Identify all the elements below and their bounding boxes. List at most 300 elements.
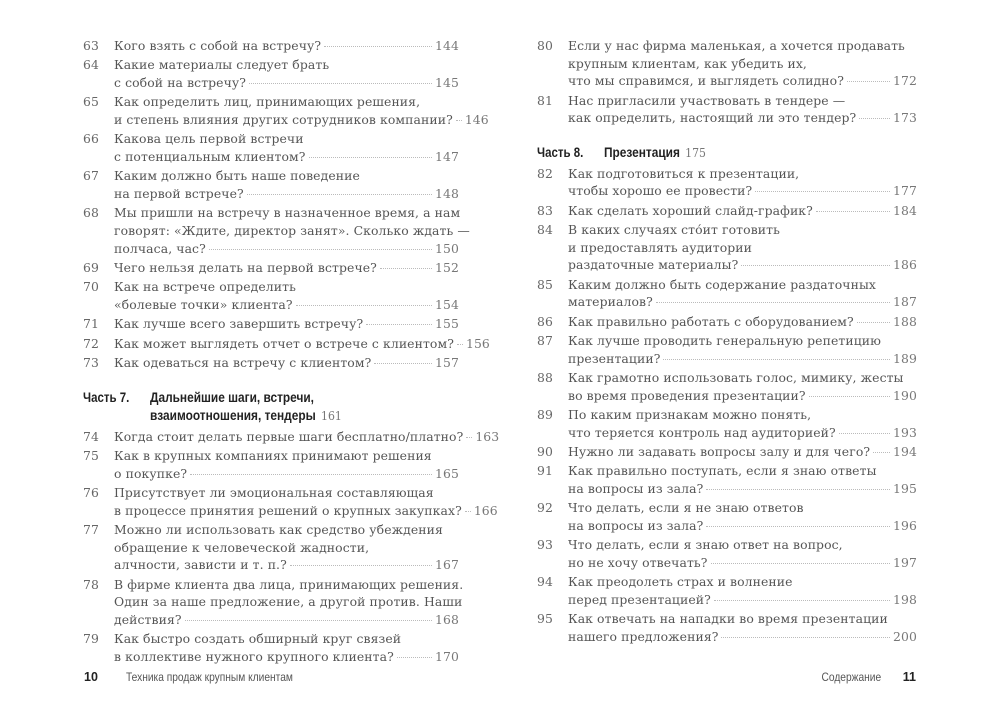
entry-number: 83 — [537, 202, 553, 218]
entry-title — [114, 576, 464, 629]
page-ref: 155 — [435, 316, 459, 332]
title-text: с собой на встречу? — [114, 74, 247, 90]
entry-title — [114, 521, 459, 574]
title-line — [114, 539, 459, 557]
toc-entry — [537, 165, 917, 200]
dot-leader — [466, 437, 472, 438]
page-ref: 195 — [893, 481, 917, 497]
toc-entry — [83, 259, 459, 277]
title-text: алчности, зависти и т. п.? — [114, 557, 287, 573]
title-line — [114, 167, 459, 185]
title-text: Какова цель первой встречи — [114, 131, 304, 147]
page-ref: 196 — [893, 518, 917, 534]
toc-entry — [537, 499, 917, 534]
title-line — [568, 37, 917, 55]
entry-title — [114, 259, 459, 277]
entry-number: 68 — [83, 205, 99, 221]
dot-leader — [465, 511, 471, 512]
page-ref: 152 — [435, 259, 459, 275]
entry-title — [114, 630, 459, 665]
toc-entry — [83, 630, 459, 665]
title-line — [568, 72, 917, 90]
entry-number: 74 — [83, 428, 99, 444]
entry-number: 89 — [537, 407, 553, 423]
title-line — [114, 111, 489, 129]
entry-number: 80 — [537, 38, 553, 53]
title-text: на вопросы из зала? — [568, 518, 704, 534]
title-text: как определить, настоящий ли это тендер? — [568, 110, 857, 126]
title-text: Как сделать хороший слайд-график? — [568, 202, 813, 218]
title-line — [568, 406, 917, 424]
entry-title — [568, 573, 917, 608]
entry-title — [114, 484, 498, 519]
entry-number: 69 — [83, 259, 99, 275]
entry-title — [114, 167, 459, 202]
dot-leader — [457, 344, 463, 345]
page-ref: 173 — [893, 110, 917, 126]
title-text: полчаса, час? — [114, 240, 206, 256]
title-line — [604, 144, 706, 162]
toc-entry — [83, 93, 489, 128]
entry-title — [114, 354, 459, 372]
title-line — [114, 278, 459, 296]
dot-leader — [839, 433, 890, 434]
entry-number: 77 — [83, 522, 99, 538]
dot-leader — [249, 83, 432, 84]
dot-leader — [721, 637, 890, 638]
title-text: нашего предложения? — [568, 628, 719, 644]
title-line — [568, 517, 917, 535]
dot-leader — [366, 324, 432, 325]
page-ref: 167 — [435, 557, 459, 573]
dot-leader — [706, 526, 890, 527]
toc-entry — [83, 576, 464, 629]
title-line — [568, 350, 917, 368]
part-number: Часть 7. — [83, 389, 130, 405]
dot-leader — [816, 211, 890, 212]
title-text: Чего нельзя делать на первой встрече? — [114, 259, 377, 275]
page-ref: 163 — [475, 428, 500, 444]
page-ref: 188 — [893, 313, 917, 329]
dot-leader — [324, 46, 432, 47]
toc-entry — [83, 56, 459, 91]
entry-number: 92 — [537, 500, 553, 516]
toc-entry — [537, 462, 917, 497]
title-line — [114, 611, 459, 629]
entry-number: 64 — [83, 57, 99, 73]
entry-number: 72 — [83, 335, 99, 351]
dot-leader — [741, 265, 890, 266]
title-line — [114, 56, 459, 74]
entry-number: 84 — [537, 222, 553, 238]
entry-title — [114, 447, 459, 482]
title-text: Когда стоит делать первые шаги бесплатно/платно? — [114, 428, 464, 444]
title-text: на первой встрече? — [114, 185, 244, 201]
title-text: «болевые точки» клиента? — [114, 296, 293, 312]
title-text: что мы справимся, и выглядеть солидно? — [568, 73, 844, 89]
dot-leader — [809, 396, 890, 397]
toc-entry — [537, 276, 917, 311]
dot-leader — [711, 563, 891, 564]
dot-leader — [857, 322, 890, 323]
entry-number: 75 — [83, 448, 99, 464]
part-number: Часть 8. — [537, 144, 584, 160]
page-ref: 165 — [435, 465, 459, 481]
title-text: В каких случаях сто́ит готовить — [568, 222, 780, 238]
entry-title — [114, 315, 459, 333]
title-text: материалов? — [568, 294, 653, 310]
title-text: Один за наше предложение, а другой против. Наши — [114, 594, 463, 610]
title-text: чтобы хорошо ее провести? — [568, 183, 753, 199]
dot-leader — [247, 194, 432, 195]
title-text: Можно ли использовать как средство убеждения — [114, 522, 443, 538]
page-ref: 145 — [435, 74, 459, 90]
title-line — [568, 499, 917, 517]
title-text: Как быстро создать обширный круг связей — [114, 631, 402, 647]
title-line — [114, 484, 459, 502]
page-number: 11 — [902, 670, 916, 684]
title-line — [114, 74, 459, 92]
title-text: и предоставлять аудитории — [568, 239, 753, 255]
entry-number: 82 — [537, 165, 553, 181]
title-text: Как может выглядеть отчет о встрече с клиентом? — [114, 335, 454, 351]
title-text: взаимоотношения, тендеры — [150, 407, 316, 423]
entry-number: 87 — [537, 333, 553, 349]
title-line — [568, 55, 917, 73]
title-line — [114, 259, 459, 277]
title-text: Как правильно работать с оборудованием? — [568, 313, 854, 329]
toc-entry — [83, 130, 459, 165]
entry-title — [568, 443, 917, 461]
title-text: перед презентацией? — [568, 591, 711, 607]
title-text: Как на встрече определить — [114, 279, 296, 295]
toc-entry — [537, 202, 917, 220]
entry-title — [568, 369, 917, 404]
entry-number: 81 — [537, 92, 553, 108]
dot-leader — [456, 120, 462, 121]
page-ref: 146 — [464, 111, 489, 127]
title-text: Если у нас фирма маленькая, а хочется продавать — [568, 38, 905, 53]
title-line — [568, 332, 917, 350]
title-line — [568, 443, 917, 461]
title-line — [114, 630, 459, 648]
title-line — [568, 369, 917, 387]
title-line — [114, 204, 459, 222]
toc-entry — [83, 354, 459, 372]
title-line — [114, 296, 459, 314]
dot-leader — [209, 249, 432, 250]
right-page-footer — [811, 670, 916, 684]
entry-number: 66 — [83, 131, 99, 147]
entry-title — [114, 335, 490, 353]
title-text: во время проведения презентации? — [568, 387, 806, 403]
title-line — [114, 576, 464, 594]
title-text: в процессе принятия решений о крупных закупках? — [114, 502, 462, 518]
entry-number: 85 — [537, 276, 553, 292]
title-text: Нужно ли задавать вопросы залу и для чего? — [568, 444, 871, 460]
title-line — [114, 130, 459, 148]
title-line — [568, 165, 917, 183]
title-text: Как отвечать на нападки во время презентации — [568, 611, 888, 627]
title-line — [114, 93, 459, 111]
entry-title — [114, 278, 459, 313]
title-text: Каким должно быть наше поведение — [114, 168, 360, 184]
title-line — [568, 256, 917, 274]
title-text: обращение к человеческой жадности, — [114, 539, 370, 555]
page-ref: 187 — [893, 294, 917, 310]
dot-leader — [374, 363, 432, 364]
page-ref: 147 — [435, 148, 459, 164]
entry-title — [568, 202, 917, 220]
entry-number: 73 — [83, 355, 99, 371]
page-ref: 189 — [893, 350, 917, 366]
page-ref: 150 — [435, 240, 459, 256]
page-ref: 197 — [893, 555, 917, 570]
dot-leader — [656, 302, 890, 303]
title-line — [114, 335, 490, 353]
page-ref: 186 — [893, 257, 917, 273]
dot-leader — [706, 489, 890, 490]
dot-leader — [755, 191, 890, 192]
title-line — [568, 480, 917, 498]
toc-entry — [83, 335, 490, 353]
entry-title — [568, 276, 917, 311]
title-line — [568, 573, 917, 591]
title-line — [568, 293, 917, 311]
title-line — [114, 593, 463, 611]
page-ref: 166 — [473, 502, 498, 518]
title-line — [114, 354, 459, 372]
running-title: Содержание — [821, 670, 881, 684]
title-text: Какие материалы следует брать — [114, 57, 330, 73]
title-line — [568, 109, 917, 127]
page-ref: 172 — [893, 73, 917, 89]
title-text: Презентация — [604, 144, 680, 160]
entry-title — [568, 462, 917, 497]
title-line — [568, 591, 917, 609]
title-line — [568, 202, 917, 220]
title-text: что теряется контроль над аудиторией? — [568, 424, 836, 440]
title-text: Мы пришли на встречу в назначенное время, а нам — [114, 205, 461, 221]
entry-title — [114, 204, 470, 257]
title-line — [568, 221, 917, 239]
page-ref: 198 — [893, 591, 917, 607]
entry-number: 93 — [537, 537, 553, 553]
title-text: на вопросы из зала? — [568, 481, 704, 497]
entry-title — [568, 406, 917, 441]
entry-number: 95 — [537, 611, 553, 627]
title-text: но не хочу отвечать? — [568, 555, 708, 570]
title-text: Кого взять с собой на встречу? — [114, 38, 322, 53]
title-line — [150, 407, 342, 425]
title-text: Как грамотно использовать голос, мимику, жесты — [568, 370, 904, 386]
page-ref: 200 — [893, 628, 917, 644]
entry-number: 94 — [537, 574, 553, 590]
title-text: раздаточные материалы? — [568, 257, 739, 273]
entry-title — [568, 37, 917, 90]
entry-title — [114, 93, 489, 128]
toc-entry — [537, 92, 917, 127]
title-text: Как в крупных компаниях принимают решения — [114, 448, 432, 464]
page-ref: 144 — [435, 38, 459, 53]
title-text: В фирме клиента два лица, принимающих решения. — [114, 576, 464, 592]
page-ref: 168 — [435, 611, 459, 627]
entry-number: 79 — [83, 631, 99, 647]
running-title: Техника продаж крупным клиентам — [125, 670, 293, 684]
toc-entry — [83, 315, 459, 333]
dot-leader — [185, 620, 432, 621]
title-line — [114, 502, 498, 520]
title-text: Как определить лиц, принимающих решения, — [114, 94, 421, 110]
toc-entry — [537, 332, 917, 367]
dot-leader — [873, 452, 890, 453]
toc-entry — [537, 573, 917, 608]
toc-entry — [83, 167, 459, 202]
title-text: и степень влияния других сотрудников компании? — [114, 111, 453, 127]
entry-number: 71 — [83, 316, 99, 332]
title-text: Каким должно быть содержание раздаточных — [568, 276, 877, 292]
page-ref: 156 — [465, 335, 490, 351]
title-line — [568, 276, 917, 294]
title-text: в коллективе нужного крупного клиента? — [114, 648, 394, 664]
title-line — [568, 424, 917, 442]
title-line — [568, 387, 917, 405]
entry-number: 63 — [83, 38, 99, 53]
entry-title — [568, 92, 917, 127]
entry-title — [568, 313, 917, 331]
title-line — [114, 521, 459, 539]
title-line — [568, 313, 917, 331]
part-title — [150, 389, 459, 425]
toc-entry — [83, 278, 459, 313]
title-line — [568, 554, 917, 572]
title-text: крупным клиентам, как убедить их, — [568, 55, 807, 71]
toc-entry — [537, 369, 917, 404]
dot-leader — [847, 81, 890, 82]
title-line — [114, 222, 470, 240]
entry-title — [568, 536, 917, 571]
title-text: с потенциальным клиентом? — [114, 148, 306, 164]
toc-entry — [537, 610, 917, 645]
dot-leader — [397, 657, 432, 658]
page-ref: 154 — [435, 296, 459, 312]
title-line — [568, 536, 917, 554]
title-text: о покупке? — [114, 465, 188, 481]
title-line — [114, 447, 459, 465]
entry-number: 65 — [83, 94, 99, 110]
title-text: Как подготовиться к презентации, — [568, 165, 800, 181]
title-line — [568, 239, 917, 257]
title-line — [114, 648, 459, 666]
left-page-toc — [83, 37, 500, 667]
dot-leader — [290, 565, 432, 566]
toc-entry — [83, 204, 470, 257]
page-ref: 175 — [685, 144, 706, 160]
page-ref: 193 — [893, 424, 917, 440]
title-line — [114, 240, 459, 258]
title-line — [114, 148, 459, 166]
entry-number: 91 — [537, 463, 553, 479]
dot-leader — [380, 268, 432, 269]
title-line — [114, 428, 500, 446]
title-line — [568, 610, 917, 628]
title-text: Нас пригласили участвовать в тендере — — [568, 92, 846, 108]
title-text: Как лучше проводить генеральную репетицию — [568, 333, 882, 349]
entry-title — [114, 37, 459, 55]
title-text: действия? — [114, 611, 182, 627]
part-heading — [537, 144, 917, 162]
toc-entry — [83, 37, 459, 55]
dot-leader — [309, 157, 433, 158]
toc-entry — [83, 428, 500, 446]
toc-entry — [537, 536, 917, 571]
title-text: Что делать, если я знаю ответ на вопрос, — [568, 537, 843, 553]
entry-number: 70 — [83, 279, 99, 295]
title-text: Как преодолеть страх и волнение — [568, 574, 793, 590]
toc-entry — [83, 484, 498, 519]
toc-entry — [537, 37, 917, 90]
title-text: Присутствует ли эмоциональная составляющая — [114, 485, 434, 501]
toc-entry — [537, 406, 917, 441]
page-ref: 177 — [893, 183, 917, 199]
title-text: Как правильно поступать, если я знаю ответы — [568, 463, 877, 479]
entry-title — [568, 221, 917, 274]
dot-leader — [296, 305, 432, 306]
title-line — [568, 92, 917, 110]
page-ref: 194 — [893, 444, 917, 460]
title-text: Как одеваться на встречу с клиентом? — [114, 355, 372, 371]
entry-title — [568, 332, 917, 367]
dot-leader — [663, 359, 890, 360]
entry-title — [568, 165, 917, 200]
entry-number: 86 — [537, 313, 553, 329]
toc-entry — [537, 313, 917, 331]
dot-leader — [859, 118, 890, 119]
title-line — [114, 37, 459, 55]
title-line — [568, 462, 917, 480]
entry-number: 78 — [83, 576, 99, 592]
entry-number: 76 — [83, 485, 99, 501]
entry-title — [114, 56, 459, 91]
dot-leader — [714, 600, 890, 601]
entry-title — [568, 499, 917, 534]
title-text: презентации? — [568, 350, 661, 366]
title-text: говорят: «Ждите, директор занят». Сколько ждать — — [114, 222, 470, 238]
left-page-footer — [84, 670, 322, 684]
page-ref: 161 — [321, 407, 342, 423]
title-text: Что делать, если я не знаю ответов — [568, 500, 804, 516]
page-number: 10 — [84, 670, 98, 684]
title-text: Дальнейшие шаги, встречи, — [150, 389, 314, 405]
title-text: По каким признакам можно понять, — [568, 407, 812, 423]
page-ref: 157 — [435, 355, 459, 371]
part-title — [604, 144, 917, 162]
entry-title — [114, 428, 500, 446]
entry-title — [568, 610, 917, 645]
entry-number: 88 — [537, 370, 553, 386]
entry-number: 67 — [83, 168, 99, 184]
page-ref: 148 — [435, 185, 459, 201]
toc-entry — [83, 521, 459, 574]
right-page-toc — [537, 37, 917, 647]
dot-leader — [190, 474, 432, 475]
title-line — [114, 465, 459, 483]
toc-entry — [537, 443, 917, 461]
part-heading — [83, 389, 459, 425]
toc-entry — [537, 221, 917, 274]
page-ref: 170 — [435, 648, 459, 664]
title-line — [114, 315, 459, 333]
